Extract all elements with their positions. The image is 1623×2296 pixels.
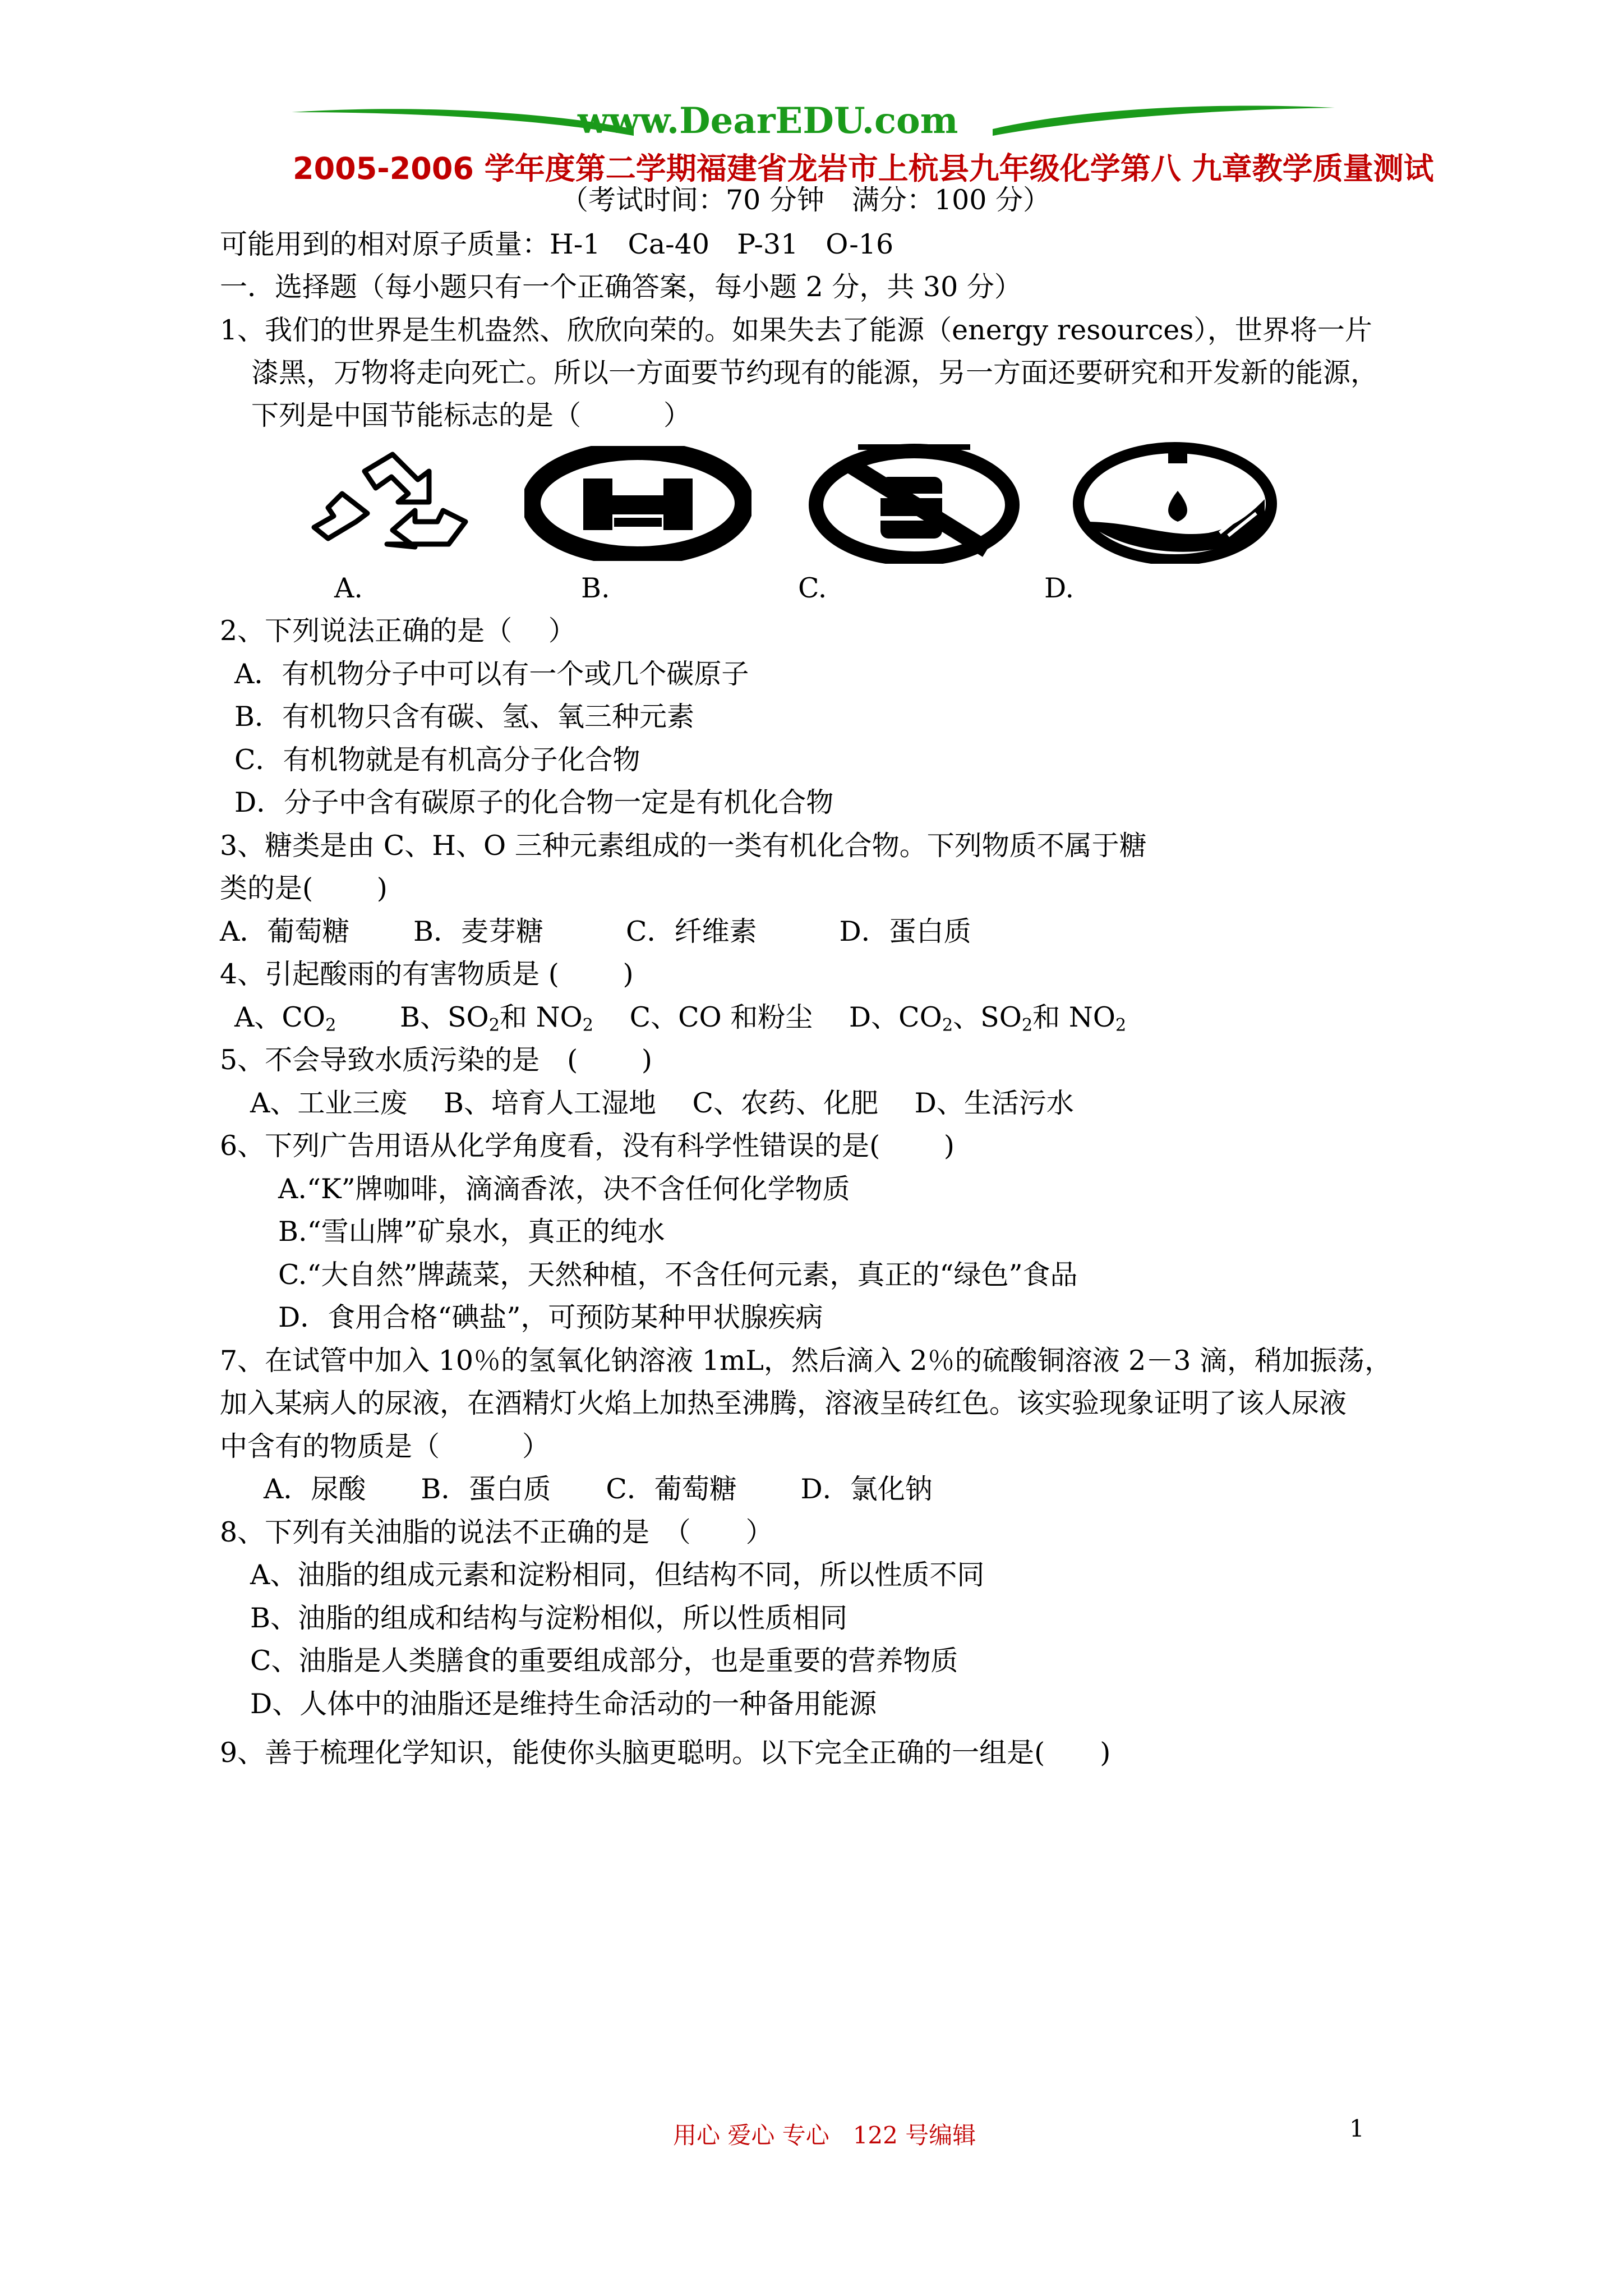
q6-option-a: A.“K”牌咖啡，滴滴香浓，决不含任何化学物质: [278, 1173, 850, 1205]
q4-option-b-cont: 和 NO: [500, 1001, 583, 1033]
q4-options: A、$CO_2$ B、$SO_2$和 $NO_2$ C、CO 和粉尘 D、$CO_2$、$SO_2$和 $NO_2$: [234, 1001, 1127, 1036]
question-1-line-2: 漆黑，万物将走向死亡。所以一方面要节约现有的能源，另一方面还要研究和开发新的能源，: [251, 357, 1378, 389]
q4-option-d-end: 和 NO: [1032, 1001, 1115, 1033]
energy-saving-icon: [524, 446, 751, 561]
question-2-stem: 2、下列说法正确的是（ ）: [220, 615, 576, 647]
q7-options: A．尿酸 B．蛋白质 C．葡萄糖 D．氯化钠: [264, 1473, 933, 1505]
question-7-line-2: 加入某病人的尿液，在酒精灯火焰上加热至沸腾，溶液呈砖红色。该实验现象证明了该人尿液: [220, 1387, 1347, 1419]
question-1-line-3: 下列是中国节能标志的是（ ）: [251, 399, 691, 431]
q1-option-b: B.: [581, 572, 610, 604]
section-heading: 一．选择题（每小题只有一个正确答案，每小题 2 分，共 30 分）: [220, 271, 1022, 303]
q4-option-d-cont: 、SO: [953, 1001, 1022, 1033]
atomic-masses: 可能用到的相对原子质量：H-1 Ca-40 P-31 O-16: [220, 228, 894, 260]
q8-option-a: A、油脂的组成元素和淀粉相同，但结构不同，所以性质不同: [250, 1559, 985, 1591]
question-3-line-1: 3、糖类是由 C、H、O 三种元素组成的一类有机化合物。下列物质不属于糖: [220, 830, 1147, 862]
q6-option-b: B.“雪山牌”矿泉水，真正的纯水: [278, 1216, 665, 1248]
q3-options: A．葡萄糖 B．麦芽糖 C．纤维素 D．蛋白质: [220, 915, 971, 947]
q2-option-a: A．有机物分子中可以有一个或几个碳原子: [234, 658, 749, 690]
site-name: www.DearEDU.com: [578, 100, 958, 142]
page-number: 1: [1349, 2115, 1364, 2142]
question-4-stem: 4、引起酸雨的有害物质是 ( ): [220, 958, 634, 990]
question-1-line-1: 1、我们的世界是生机盎然、欣欣向荣的。如果失去了能源（energy resources），世界将一片: [220, 314, 1372, 346]
question-7-line-1: 7、在试管中加入 10％的氢氧化钠溶液 1mL，然后滴入 2％的硫酸铜溶液 2－3 滴，稍加振荡，: [220, 1345, 1393, 1377]
question-5-stem: 5、不会导致水质污染的是 ( ): [220, 1044, 652, 1076]
water-drop-hand-icon: [1068, 438, 1281, 564]
q2-option-d: D．分子中含有碳原子的化合物一定是有机化合物: [234, 786, 834, 818]
q1-option-a: A.: [334, 572, 363, 604]
q2-option-b: B．有机物只含有碳、氢、氧三种元素: [234, 701, 695, 733]
q1-option-d: D.: [1044, 572, 1075, 604]
page-title: 2005-2006 学年度第二学期福建省龙岩市上杭县九年级化学第八 九章教学质量测试: [293, 151, 1434, 186]
no-oil-barrel-icon: [808, 438, 1021, 564]
q6-option-c: C.“大自然”牌蔬菜，天然种植，不含任何元素，真正的“绿色”食品: [278, 1259, 1078, 1291]
q8-option-d: D、人体中的油脂还是维持生命活动的一种备用能源: [250, 1688, 877, 1720]
q2-option-c: C．有机物就是有机高分子化合物: [234, 744, 640, 776]
q6-option-d: D．食用合格“碘盐”，可预防某种甲状腺疾病: [278, 1301, 823, 1333]
q4-option-a: A、CO: [234, 1001, 326, 1033]
question-6-stem: 6、下列广告用语从化学角度看，没有科学性错误的是( ): [220, 1130, 955, 1162]
question-9-stem: 9、善于梳理化学知识，能使你头脑更聪明。以下完全正确的一组是( ): [220, 1737, 1111, 1769]
q8-option-c: C、油脂是人类膳食的重要组成部分，也是重要的营养物质: [250, 1645, 958, 1677]
footer-text: 用心 爱心 专心 122 号编辑: [673, 2122, 976, 2149]
q8-option-b: B、油脂的组成和结构与淀粉相似，所以性质相同: [250, 1602, 848, 1634]
question-8-stem: 8、下列有关油脂的说法不正确的是 （ ）: [220, 1516, 773, 1548]
q4-option-d: D、CO: [849, 1001, 942, 1033]
q1-option-c: C.: [798, 572, 827, 604]
recycle-icon: [303, 449, 482, 555]
q4-option-b: B、SO: [399, 1001, 489, 1033]
exam-info: （考试时间：70 分钟 满分：100 分）: [561, 184, 1051, 216]
q4-option-c: C、CO 和粉尘: [629, 1001, 813, 1033]
q5-options: A、工业三废 B、培育人工湿地 C、农药、化肥 D、生活污水: [250, 1087, 1074, 1119]
question-3-line-2: 类的是( ): [220, 872, 388, 904]
question-7-line-3: 中含有的物质是（ ）: [220, 1430, 550, 1462]
